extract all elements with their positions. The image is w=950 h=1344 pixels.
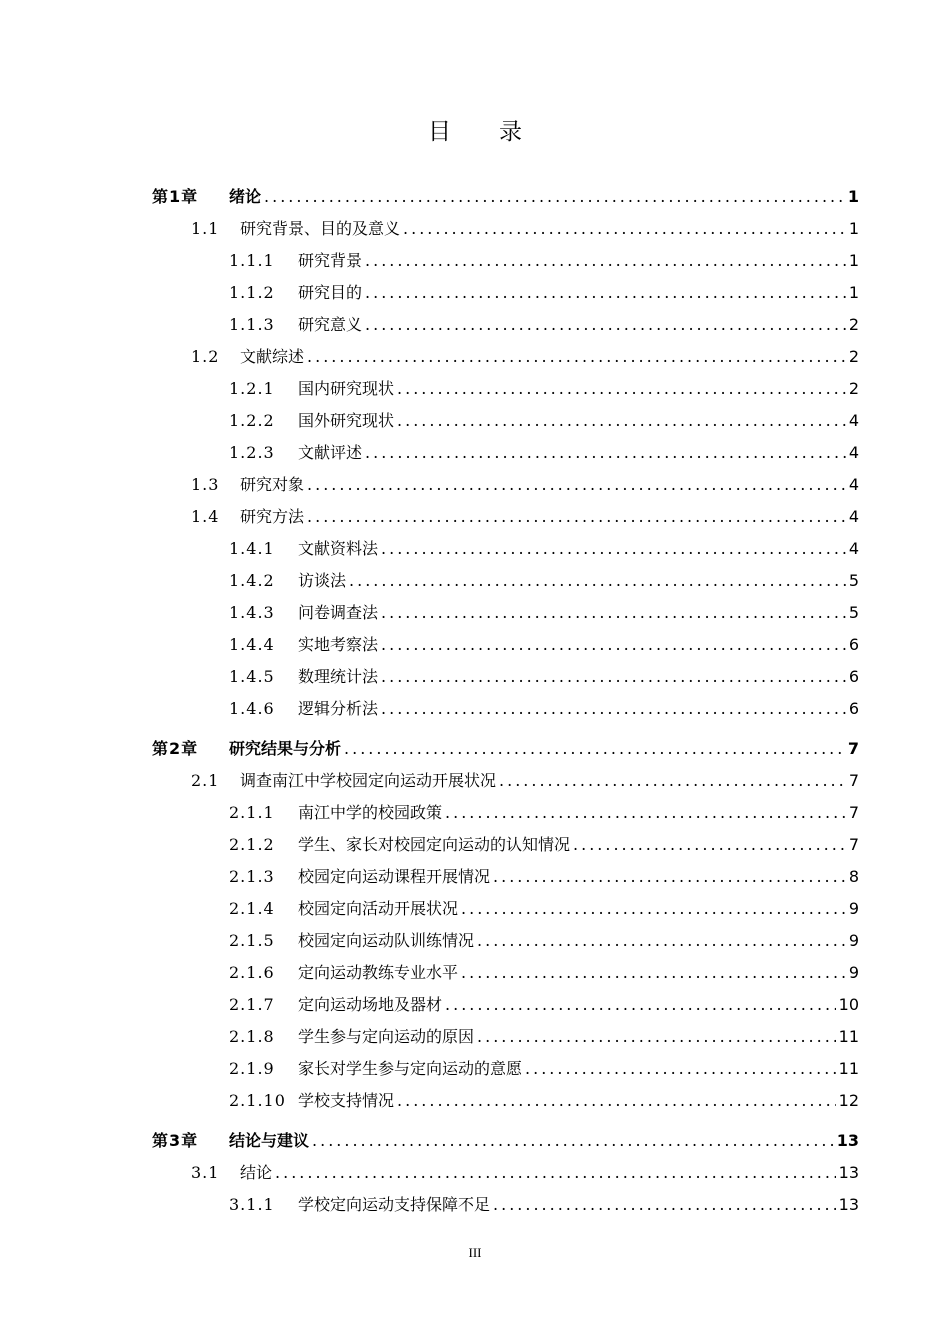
toc-entry-page: 7 bbox=[848, 803, 859, 822]
toc-entry-page: 7 bbox=[847, 739, 859, 758]
dot-leader bbox=[264, 184, 845, 210]
toc-entry-number: 2.1.1 bbox=[229, 803, 275, 822]
dot-leader bbox=[381, 600, 846, 626]
toc-entry-title: 实地考察法 bbox=[298, 635, 379, 654]
toc-entry-number: 1.1.2 bbox=[229, 283, 275, 302]
toc-entry-title: 文献资料法 bbox=[298, 539, 379, 558]
toc-entry-number: 第3章 bbox=[152, 1131, 199, 1150]
toc-entry-number: 1.2.1 bbox=[229, 379, 275, 398]
toc-entry[interactable] bbox=[229, 1024, 859, 1050]
toc-entry-page: 11 bbox=[838, 1059, 859, 1078]
toc-entry-title: 家长对学生参与定向运动的意愿 bbox=[298, 1059, 523, 1078]
toc-entry[interactable] bbox=[229, 600, 859, 626]
toc-entry[interactable] bbox=[229, 832, 859, 858]
dot-leader bbox=[499, 768, 846, 794]
toc-entry-number: 1.1 bbox=[191, 219, 220, 238]
toc-entry-page: 5 bbox=[848, 603, 859, 622]
toc-entry[interactable] bbox=[229, 992, 859, 1018]
toc-entry-page: 9 bbox=[848, 931, 859, 950]
toc-chapter-entry[interactable] bbox=[152, 184, 859, 210]
toc-entry-page: 11 bbox=[838, 1027, 859, 1046]
toc-entry-number: 1.4.2 bbox=[229, 571, 275, 590]
toc-entry-title: 国外研究现状 bbox=[298, 411, 395, 430]
toc-entry-page: 2 bbox=[848, 347, 859, 366]
toc-entry[interactable] bbox=[191, 768, 859, 794]
dot-leader bbox=[477, 1024, 836, 1050]
toc-entry-page: 13 bbox=[836, 1131, 859, 1150]
toc-entry-page: 2 bbox=[848, 379, 859, 398]
toc-entry-page: 13 bbox=[838, 1195, 859, 1214]
toc-entry-title: 研究背景 bbox=[298, 251, 363, 270]
toc-entry[interactable] bbox=[229, 248, 859, 274]
toc-entry-number: 第1章 bbox=[152, 187, 199, 206]
toc-entry-number: 1.1.3 bbox=[229, 315, 275, 334]
toc-entry-title: 校园定向运动课程开展情况 bbox=[298, 867, 491, 886]
toc-entry[interactable] bbox=[229, 896, 859, 922]
toc-entry-title: 数理统计法 bbox=[298, 667, 379, 686]
toc-entry[interactable] bbox=[229, 800, 859, 826]
toc-entry-number: 3.1.1 bbox=[229, 1195, 275, 1214]
dot-leader bbox=[344, 736, 845, 762]
toc-entry-title: 南江中学的校园政策 bbox=[298, 803, 443, 822]
toc-entry-page: 4 bbox=[848, 475, 859, 494]
toc-chapter-entry[interactable] bbox=[152, 736, 859, 762]
toc-entry[interactable] bbox=[229, 864, 859, 890]
dot-leader bbox=[307, 344, 846, 370]
toc-entry-number: 2.1.5 bbox=[229, 931, 275, 950]
toc-entry-page: 13 bbox=[838, 1163, 859, 1182]
dot-leader bbox=[461, 896, 846, 922]
toc-entry-number: 1.3 bbox=[191, 475, 220, 494]
toc-entry-page: 1 bbox=[848, 251, 859, 270]
toc-entry-number: 2.1.6 bbox=[229, 963, 275, 982]
toc-entry-number: 1.4.5 bbox=[229, 667, 275, 686]
dot-leader bbox=[307, 504, 846, 530]
toc-entry-number: 1.4 bbox=[191, 507, 220, 526]
dot-leader bbox=[403, 216, 846, 242]
toc-entry-number: 2.1.8 bbox=[229, 1027, 275, 1046]
toc-entry[interactable] bbox=[191, 472, 859, 498]
toc-entry-page: 12 bbox=[838, 1091, 859, 1110]
dot-leader bbox=[477, 928, 846, 954]
dot-leader bbox=[461, 960, 846, 986]
toc-entry-title: 校园定向活动开展状况 bbox=[298, 899, 459, 918]
toc-entry-number: 1.4.3 bbox=[229, 603, 275, 622]
dot-leader bbox=[312, 1128, 834, 1154]
toc-entry[interactable] bbox=[229, 664, 859, 690]
toc-entry[interactable] bbox=[191, 504, 859, 530]
dot-leader bbox=[397, 408, 846, 434]
dot-leader bbox=[365, 312, 846, 338]
toc-entry-number: 2.1.3 bbox=[229, 867, 275, 886]
toc-entry[interactable] bbox=[229, 1088, 859, 1114]
toc-entry-title: 研究结果与分析 bbox=[229, 739, 342, 758]
dot-leader bbox=[275, 1160, 836, 1186]
toc-entry-title: 绪论 bbox=[229, 187, 262, 206]
toc-entry-page: 8 bbox=[848, 867, 859, 886]
toc-entry-number: 1.2.2 bbox=[229, 411, 275, 430]
toc-entry[interactable] bbox=[191, 216, 859, 242]
toc-entry-title: 问卷调查法 bbox=[298, 603, 379, 622]
toc-entry-title: 学生参与定向运动的原因 bbox=[298, 1027, 475, 1046]
toc-entry-page: 4 bbox=[848, 539, 859, 558]
toc-entry[interactable] bbox=[229, 536, 859, 562]
toc-entry-title: 逻辑分析法 bbox=[298, 699, 379, 718]
dot-leader bbox=[365, 248, 846, 274]
dot-leader bbox=[397, 1088, 836, 1114]
toc-entry-page: 6 bbox=[848, 667, 859, 686]
toc-entry-title: 研究意义 bbox=[298, 315, 363, 334]
toc-entry-title: 结论与建议 bbox=[229, 1131, 310, 1150]
dot-leader bbox=[365, 440, 846, 466]
dot-leader bbox=[445, 800, 846, 826]
toc-entry-page: 4 bbox=[848, 443, 859, 462]
toc-entry-number: 2.1.4 bbox=[229, 899, 275, 918]
toc-entry-page: 4 bbox=[848, 507, 859, 526]
toc-entry-page: 6 bbox=[848, 635, 859, 654]
toc-entry-page: 1 bbox=[848, 283, 859, 302]
toc-entry[interactable] bbox=[229, 632, 859, 658]
toc-entry-number: 1.4.1 bbox=[229, 539, 275, 558]
toc-entry[interactable] bbox=[229, 960, 859, 986]
toc-entry[interactable] bbox=[229, 440, 859, 466]
dot-leader bbox=[573, 832, 846, 858]
page-title: 目录 bbox=[428, 119, 570, 145]
dot-leader bbox=[493, 864, 846, 890]
toc-entry[interactable] bbox=[229, 696, 859, 722]
dot-leader bbox=[445, 992, 836, 1018]
toc-entry-page: 9 bbox=[848, 899, 859, 918]
toc-entry-page: 5 bbox=[848, 571, 859, 590]
toc-entry[interactable] bbox=[229, 312, 859, 338]
toc-entry-title: 访谈法 bbox=[298, 571, 347, 590]
toc-entry-title: 调查南江中学校园定向运动开展状况 bbox=[240, 771, 497, 790]
toc-entry-title: 结论 bbox=[240, 1163, 273, 1182]
dot-leader bbox=[307, 472, 846, 498]
dot-leader bbox=[493, 1192, 836, 1218]
toc-entry-page: 6 bbox=[848, 699, 859, 718]
page-number: III bbox=[468, 1245, 482, 1260]
toc-entry-title: 校园定向运动队训练情况 bbox=[298, 931, 475, 950]
toc-entry-title: 文献评述 bbox=[298, 443, 363, 462]
toc-entry-number: 1.2.3 bbox=[229, 443, 275, 462]
toc-entry-number: 2.1.7 bbox=[229, 995, 275, 1014]
toc-entry-title: 研究方法 bbox=[240, 507, 305, 526]
toc-entry-page: 9 bbox=[848, 963, 859, 982]
toc-entry-page: 7 bbox=[848, 771, 859, 790]
toc-entry-title: 学校支持情况 bbox=[298, 1091, 395, 1110]
toc-entry-number: 3.1 bbox=[191, 1163, 220, 1182]
toc-entry[interactable] bbox=[229, 1056, 859, 1082]
toc-entry-number: 1.1.1 bbox=[229, 251, 275, 270]
toc-entry-title: 定向运动场地及器材 bbox=[298, 995, 443, 1014]
toc-entry-title: 定向运动教练专业水平 bbox=[298, 963, 459, 982]
toc-entry-number: 2.1.9 bbox=[229, 1059, 275, 1078]
toc-entry-title: 国内研究现状 bbox=[298, 379, 395, 398]
toc-entry-number: 2.1.2 bbox=[229, 835, 275, 854]
toc-entry-number: 1.2 bbox=[191, 347, 220, 366]
toc-entry-page: 10 bbox=[838, 995, 859, 1014]
toc-entry-title: 研究背景、目的及意义 bbox=[240, 219, 401, 238]
toc-entry[interactable] bbox=[191, 344, 859, 370]
toc-entry[interactable] bbox=[191, 1160, 859, 1186]
toc-entry[interactable] bbox=[229, 568, 859, 594]
dot-leader bbox=[365, 280, 846, 306]
table-of-contents bbox=[0, 180, 950, 1220]
dot-leader bbox=[381, 664, 846, 690]
dot-leader bbox=[381, 632, 846, 658]
toc-entry-title: 文献综述 bbox=[240, 347, 305, 366]
toc-entry-title: 学生、家长对校园定向运动的认知情况 bbox=[298, 835, 571, 854]
dot-leader bbox=[381, 536, 846, 562]
toc-entry-title: 研究目的 bbox=[298, 283, 363, 302]
dot-leader bbox=[381, 696, 846, 722]
toc-entry-number: 第2章 bbox=[152, 739, 199, 758]
toc-entry[interactable] bbox=[229, 376, 859, 402]
dot-leader bbox=[397, 376, 846, 402]
toc-entry-title: 研究对象 bbox=[240, 475, 305, 494]
dot-leader bbox=[525, 1056, 836, 1082]
toc-entry-number: 2.1.10 bbox=[229, 1091, 286, 1110]
toc-entry[interactable] bbox=[229, 280, 859, 306]
toc-entry-page: 4 bbox=[848, 411, 859, 430]
toc-entry[interactable] bbox=[229, 1192, 859, 1218]
toc-entry-page: 2 bbox=[848, 315, 859, 334]
toc-chapter-entry[interactable] bbox=[152, 1128, 859, 1154]
toc-entry-number: 1.4.6 bbox=[229, 699, 275, 718]
toc-entry-page: 1 bbox=[847, 187, 859, 206]
toc-entry[interactable] bbox=[229, 408, 859, 434]
toc-entry-number: 2.1 bbox=[191, 771, 220, 790]
dot-leader bbox=[349, 568, 846, 594]
toc-entry[interactable] bbox=[229, 928, 859, 954]
toc-entry-page: 7 bbox=[848, 835, 859, 854]
toc-entry-title: 学校定向运动支持保障不足 bbox=[298, 1195, 491, 1214]
toc-entry-page: 1 bbox=[848, 219, 859, 238]
toc-entry-number: 1.4.4 bbox=[229, 635, 275, 654]
